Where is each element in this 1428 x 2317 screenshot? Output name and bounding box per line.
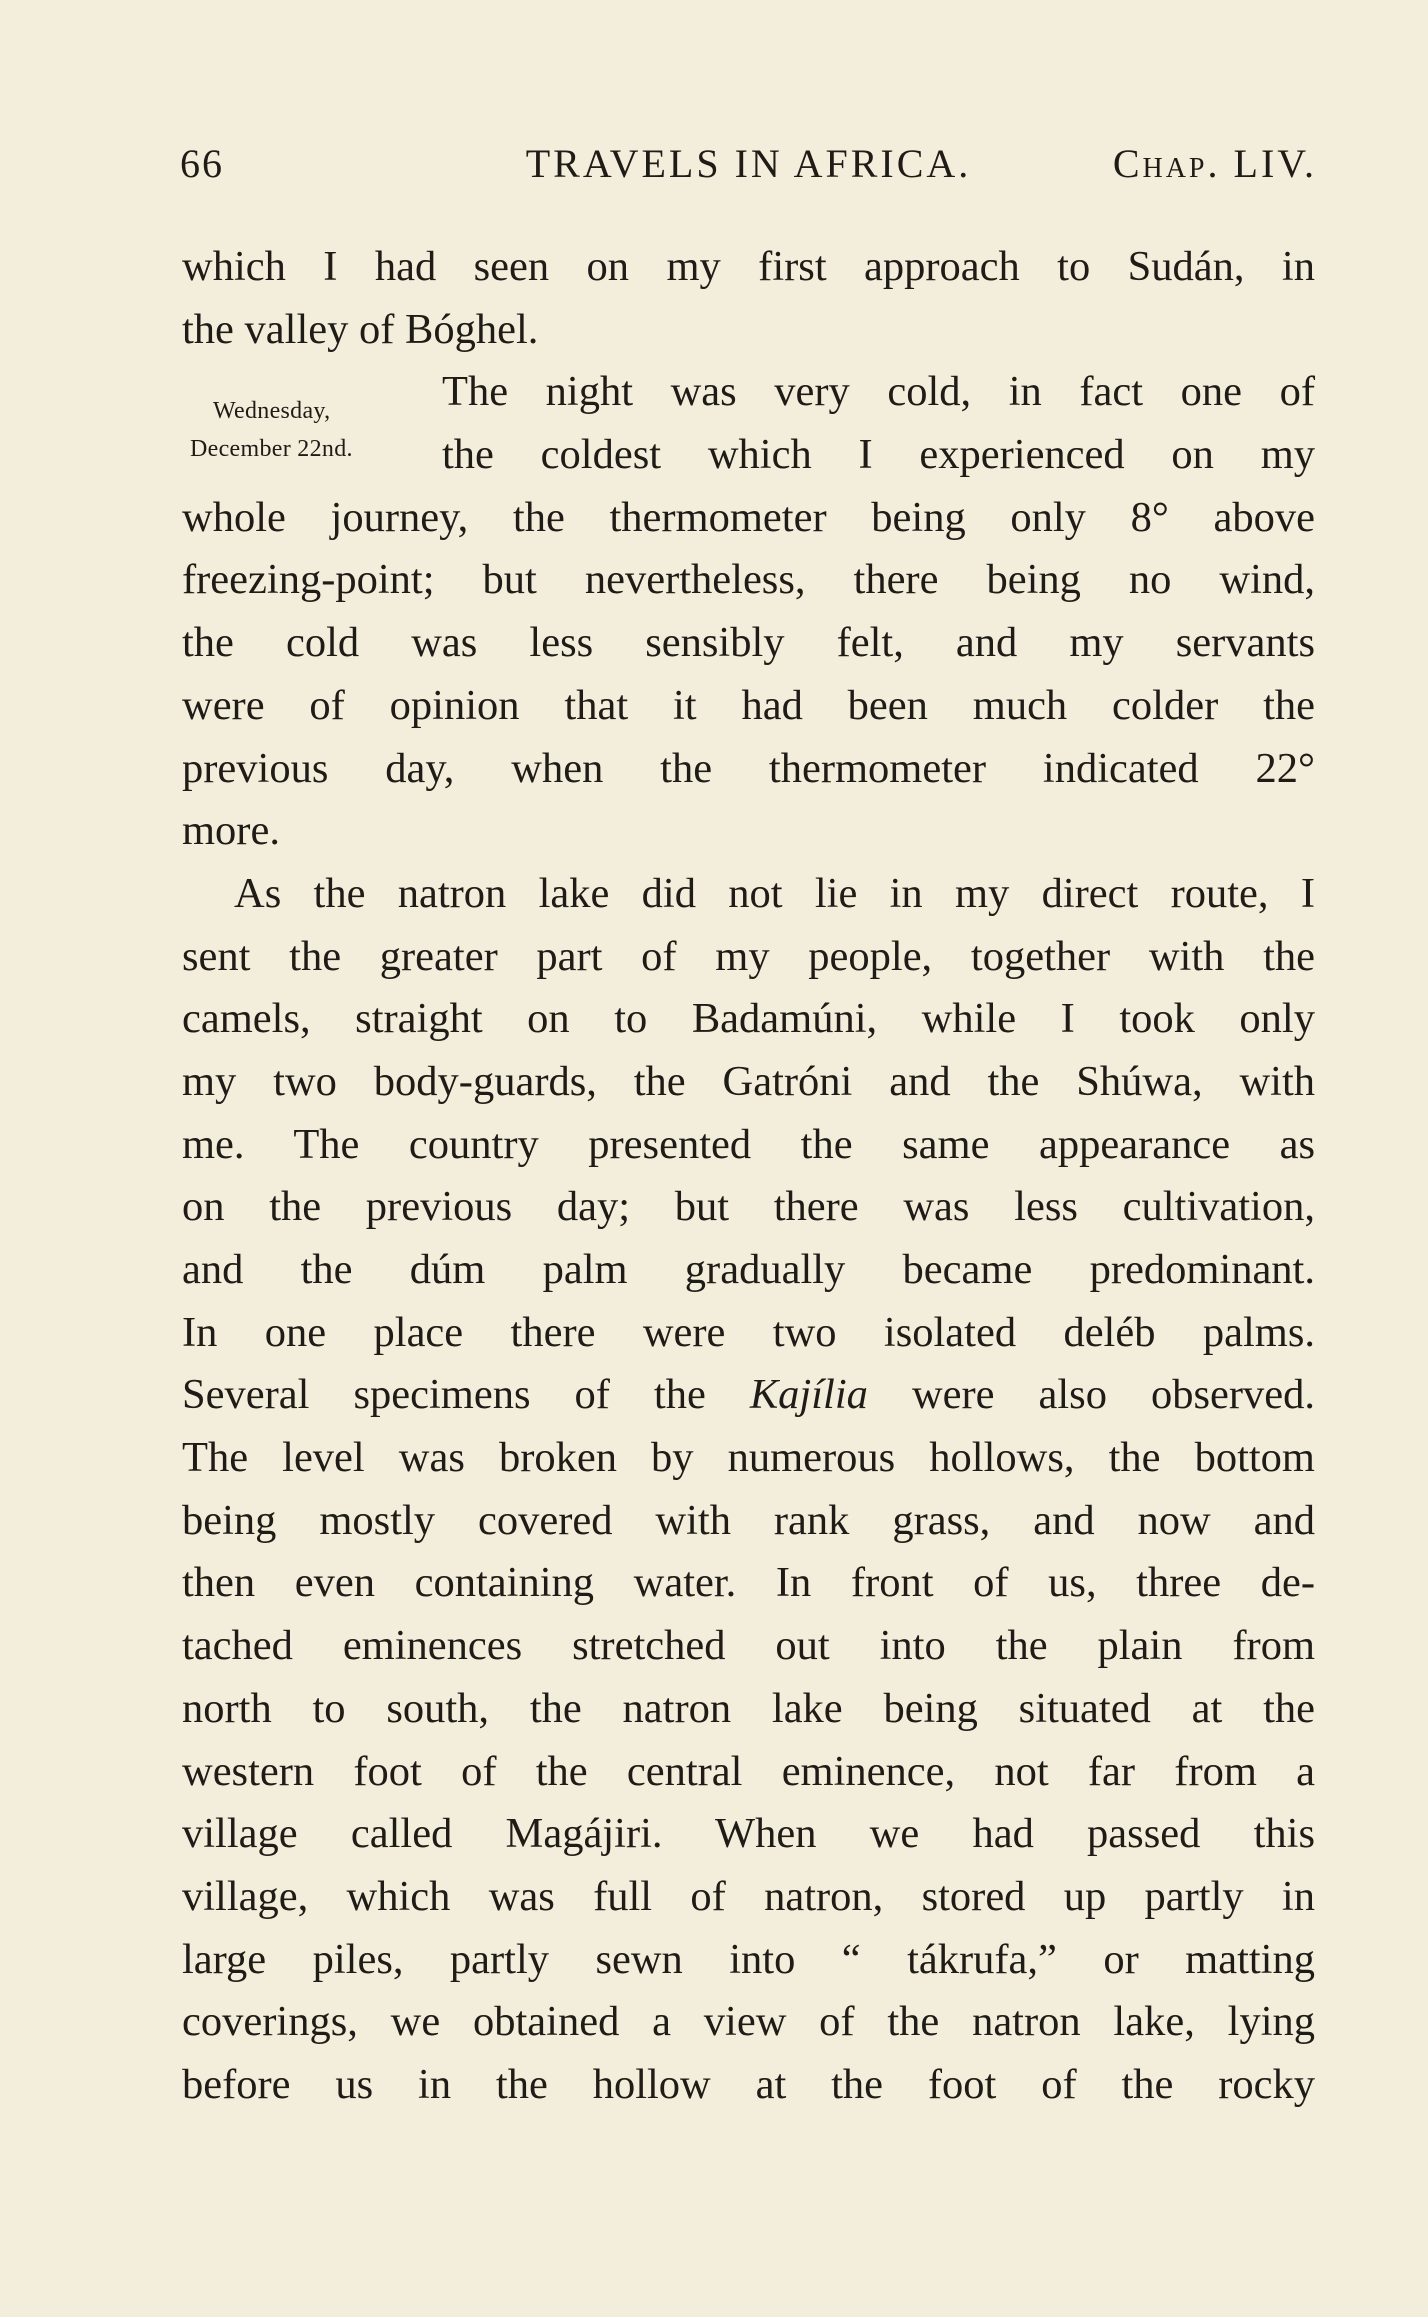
text-line: on the previous day; but there was less cultivation, <box>182 1183 1315 1231</box>
text-line: In one place there were two isolated deléb palms. <box>182 1308 1315 1356</box>
text-line: were of opinion that it had been much colder the <box>182 681 1315 729</box>
text-line-with-italic <box>182 1364 1315 1427</box>
text-line: me. The country presented the same appearance as <box>182 1120 1315 1168</box>
text-line: freezing-point; but nevertheless, there being no wind, <box>182 556 1315 604</box>
chapter-label: Chap. LIV. <box>1112 141 1317 186</box>
text-line: and the dúm palm gradually became predominant. <box>182 1246 1315 1293</box>
text-line: camels, straight on to Badamúni, while I took only <box>182 995 1315 1043</box>
margin-note-date: December 22nd. <box>190 436 353 462</box>
text-line: then even containing water. In front of us, three de- <box>182 1559 1315 1607</box>
text-line: the valley of Bóghel. <box>182 305 539 353</box>
text-line: tached eminences stretched out into the plain from <box>182 1622 1315 1670</box>
text-line: north to south, the natron lake being situated at the <box>182 1684 1315 1732</box>
text-line: sent the greater part of my people, together with the <box>182 932 1315 980</box>
text-line: coverings, we obtained a view of the natron lake, lying <box>182 1998 1315 2046</box>
italic-term: Kajília <box>749 1371 868 1419</box>
margin-note-weekday: Wednesday, <box>213 398 331 424</box>
text-line: The night was very cold, in fact one of <box>442 368 1315 416</box>
text-line: The level was broken by numerous hollows, the bottom <box>182 1434 1315 1482</box>
text-line: previous day, when the thermometer indicated 22° <box>182 744 1315 792</box>
running-header <box>180 140 1317 200</box>
text-line: the cold was less sensibly felt, and my servants <box>182 619 1315 667</box>
text-line: village called Magájiri. When we had passed this <box>182 1810 1315 1858</box>
text-line: western foot of the central eminence, not far from a <box>182 1747 1315 1795</box>
text-line: whole journey, the thermometer being only 8° above <box>182 493 1315 541</box>
body-text <box>182 236 1315 2117</box>
text-segment: Several specimens of the <box>182 1371 706 1419</box>
text-segment: were also observed. <box>911 1371 1316 1419</box>
text-line: large piles, partly sewn into “ tákrufa,” or matting <box>182 1935 1315 1983</box>
text-line: more. <box>182 807 280 855</box>
running-title: TRAVELS IN AFRICA. <box>525 141 972 186</box>
text-line: before us in the hollow at the foot of the rocky <box>182 2060 1315 2108</box>
page-number: 66 <box>180 141 224 186</box>
text-line: As the natron lake did not lie in my direct route, I <box>234 869 1315 917</box>
text-line: my two body-guards, the Gatróni and the Shúwa, with <box>182 1057 1315 1105</box>
text-line: which I had seen on my first approach to Sudán, in <box>182 243 1315 290</box>
text-line: village, which was full of natron, stored up partly in <box>182 1872 1315 1920</box>
text-line: the coldest which I experienced on my <box>442 431 1315 479</box>
text-line: being mostly covered with rank grass, and now and <box>182 1496 1315 1544</box>
